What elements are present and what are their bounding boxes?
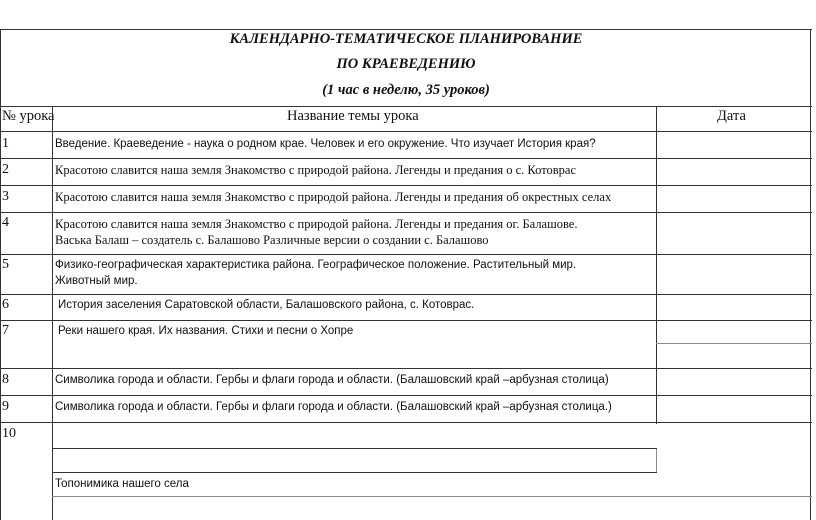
document-subtitle: (1 час в неделю, 35 уроков) xyxy=(322,82,490,98)
column-header-date: Дата xyxy=(717,108,746,124)
row-number: 7 xyxy=(2,323,9,338)
date-column-separator xyxy=(656,106,657,424)
table-left-border xyxy=(0,29,1,520)
row-topic: Введение. Краеведение - наука о родном крае. Человек и его окружение. Что изучает История края? xyxy=(55,138,596,150)
document-title-line-2: ПО КРАЕВЕДЕНИЮ xyxy=(336,56,476,72)
date-subrow-separator xyxy=(656,343,812,344)
row-separator xyxy=(52,448,657,449)
row-number: 10 xyxy=(2,426,16,441)
row-topic: Символика города и области. Гербы и флаги города и области. (Балашовский край –арбузная столица.) xyxy=(55,401,612,413)
row-separator xyxy=(0,368,812,369)
table-right-border xyxy=(810,29,811,520)
document-title-line-1: КАЛЕНДАРНО-ТЕМАТИЧЕСКОЕ ПЛАНИРОВАНИЕ xyxy=(229,31,583,47)
column-header-divider xyxy=(0,131,812,132)
table-top-border xyxy=(0,29,812,30)
row-topic: Красотою славится наша земля Знакомство с природой района. Легенды и предания ог. Балашове. xyxy=(55,217,578,231)
row-topic: Топонимика нашего села xyxy=(55,478,189,490)
row-topic: Символика города и области. Гербы и флаги города и области. (Балашовский край –арбузная столица) xyxy=(55,374,609,386)
row-number: 1 xyxy=(2,136,9,151)
row-separator xyxy=(0,254,812,255)
row-separator xyxy=(0,422,812,423)
row-separator xyxy=(52,496,812,497)
header-divider xyxy=(0,106,812,107)
row-separator xyxy=(0,212,812,213)
row-number: 9 xyxy=(2,399,9,414)
row-separator xyxy=(0,395,812,396)
row-topic: Красотою славится наша земля Знакомство с природой района. Легенды и предания о с. Котоврас xyxy=(55,163,577,177)
row-number: 2 xyxy=(2,162,9,177)
row-number: 4 xyxy=(2,215,9,230)
row-topic: Реки нашего края. Их названия. Стихи и песни о Хопре xyxy=(58,325,354,337)
row-separator xyxy=(0,294,812,295)
row-topic-continued: Васька Балаш – создатель с. Балашово Различные версии о создании с. Балашово xyxy=(55,233,489,247)
row-number: 5 xyxy=(2,257,9,272)
row-separator xyxy=(0,158,812,159)
column-header-number: № урока xyxy=(2,108,55,124)
number-column-separator xyxy=(52,106,53,520)
column-header-topic: Название темы урока xyxy=(287,108,419,124)
row-topic-continued: Животный мир. xyxy=(55,275,138,287)
row-number: 6 xyxy=(2,297,9,312)
date-column-separator-lower xyxy=(656,448,657,472)
row-topic: История заселения Саратовской области, Балашовского района, с. Котоврас. xyxy=(58,299,475,311)
row-separator xyxy=(52,472,657,473)
row-separator xyxy=(0,320,812,321)
row-topic: Физико-географическая характеристика района. Географическое положение. Растительный мир. xyxy=(55,259,577,271)
row-topic: Красотою славится наша земля Знакомство с природой района. Легенды и предания об окрестных селах xyxy=(55,190,612,204)
row-separator xyxy=(0,185,812,186)
row-number: 3 xyxy=(2,189,9,204)
row-number: 8 xyxy=(2,372,9,387)
